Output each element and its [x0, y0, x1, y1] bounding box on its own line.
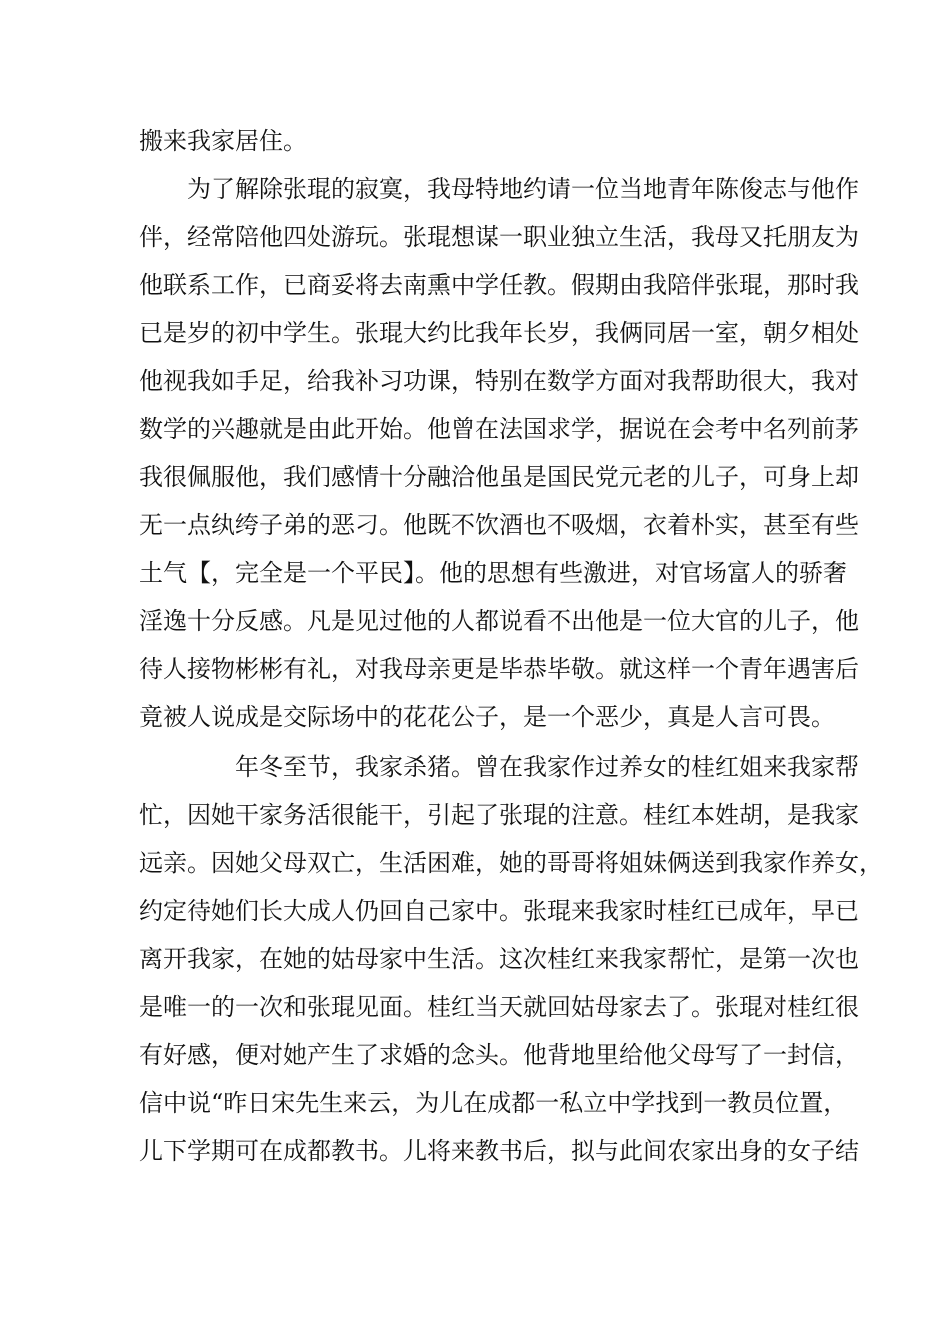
text-line-20: 有好感，便对她产生了求婚的念头。他背地里给他父母写了一封信，: [139, 1041, 859, 1069]
text-line-9: 无一点纨绔子弟的恶刁。他既不饮酒也不吸烟，衣着朴实，甚至有些: [139, 511, 859, 539]
text-line-7: 数学的兴趣就是由此开始。他曾在法国求学，据说在会考中名列前茅: [139, 415, 859, 443]
text-line-5: 已是岁的初中学生。张琨大约比我年长岁，我俩同居一室，朝夕相处: [139, 319, 859, 347]
text-line-17: 约定待她们长大成人仍回自己家中。张琨来我家时桂红已成年，早已: [139, 897, 859, 925]
text-line-6: 他视我如手足，给我补习功课，特别在数学方面对我帮助很大，我对: [139, 367, 859, 395]
text-line-14: 年冬至节，我家杀猪。曾在我家作过养女的桂红姐来我家帮: [235, 753, 859, 781]
text-line-12: 待人接物彬彬有礼，对我母亲更是毕恭毕敬。就这样一个青年遇害后: [139, 655, 859, 683]
text-line-10: 土气【，完全是一个平民】。他的思想有些激进，对官场富人的骄奢: [139, 559, 847, 587]
text-line-3: 伴，经常陪他四处游玩。张琨想谋一职业独立生活，我母又托朋友为: [139, 223, 859, 251]
text-line-22: 儿下学期可在成都教书。儿将来教书后，拟与此间农家出身的女子结: [139, 1137, 859, 1165]
text-line-8: 我很佩服他，我们感情十分融洽他虽是国民党元老的儿子，可身上却: [139, 463, 859, 491]
text-line-11: 淫逸十分反感。凡是见过他的人都说看不出他是一位大官的儿子，他: [139, 607, 859, 635]
text-line-15: 忙，因她干家务活很能干，引起了张琨的注意。桂红本姓胡，是我家: [139, 801, 859, 829]
text-line-19: 是唯一的一次和张琨见面。桂红当天就回姑母家去了。张琨对桂红很: [139, 993, 859, 1021]
text-line-21: 信中说“昨日宋先生来云，为儿在成都一私立中学找到一教员位置，: [139, 1089, 848, 1117]
text-line-16: 远亲。因她父母双亡，生活困难，她的哥哥将姐妹俩送到我家作养女，: [139, 849, 883, 877]
text-line-13: 竟被人说成是交际场中的花花公子，是一个恶少，真是人言可畏。: [139, 703, 835, 731]
text-line-1: 搬来我家居住。: [139, 127, 307, 155]
text-line-18: 离开我家，在她的姑母家中生活。这次桂红来我家帮忙，是第一次也: [139, 945, 859, 973]
text-line-2: 为了解除张琨的寂寞，我母特地约请一位当地青年陈俊志与他作: [187, 175, 859, 203]
text-line-4: 他联系工作，已商妥将去南熏中学任教。假期由我陪伴张琨，那时我: [139, 271, 859, 299]
